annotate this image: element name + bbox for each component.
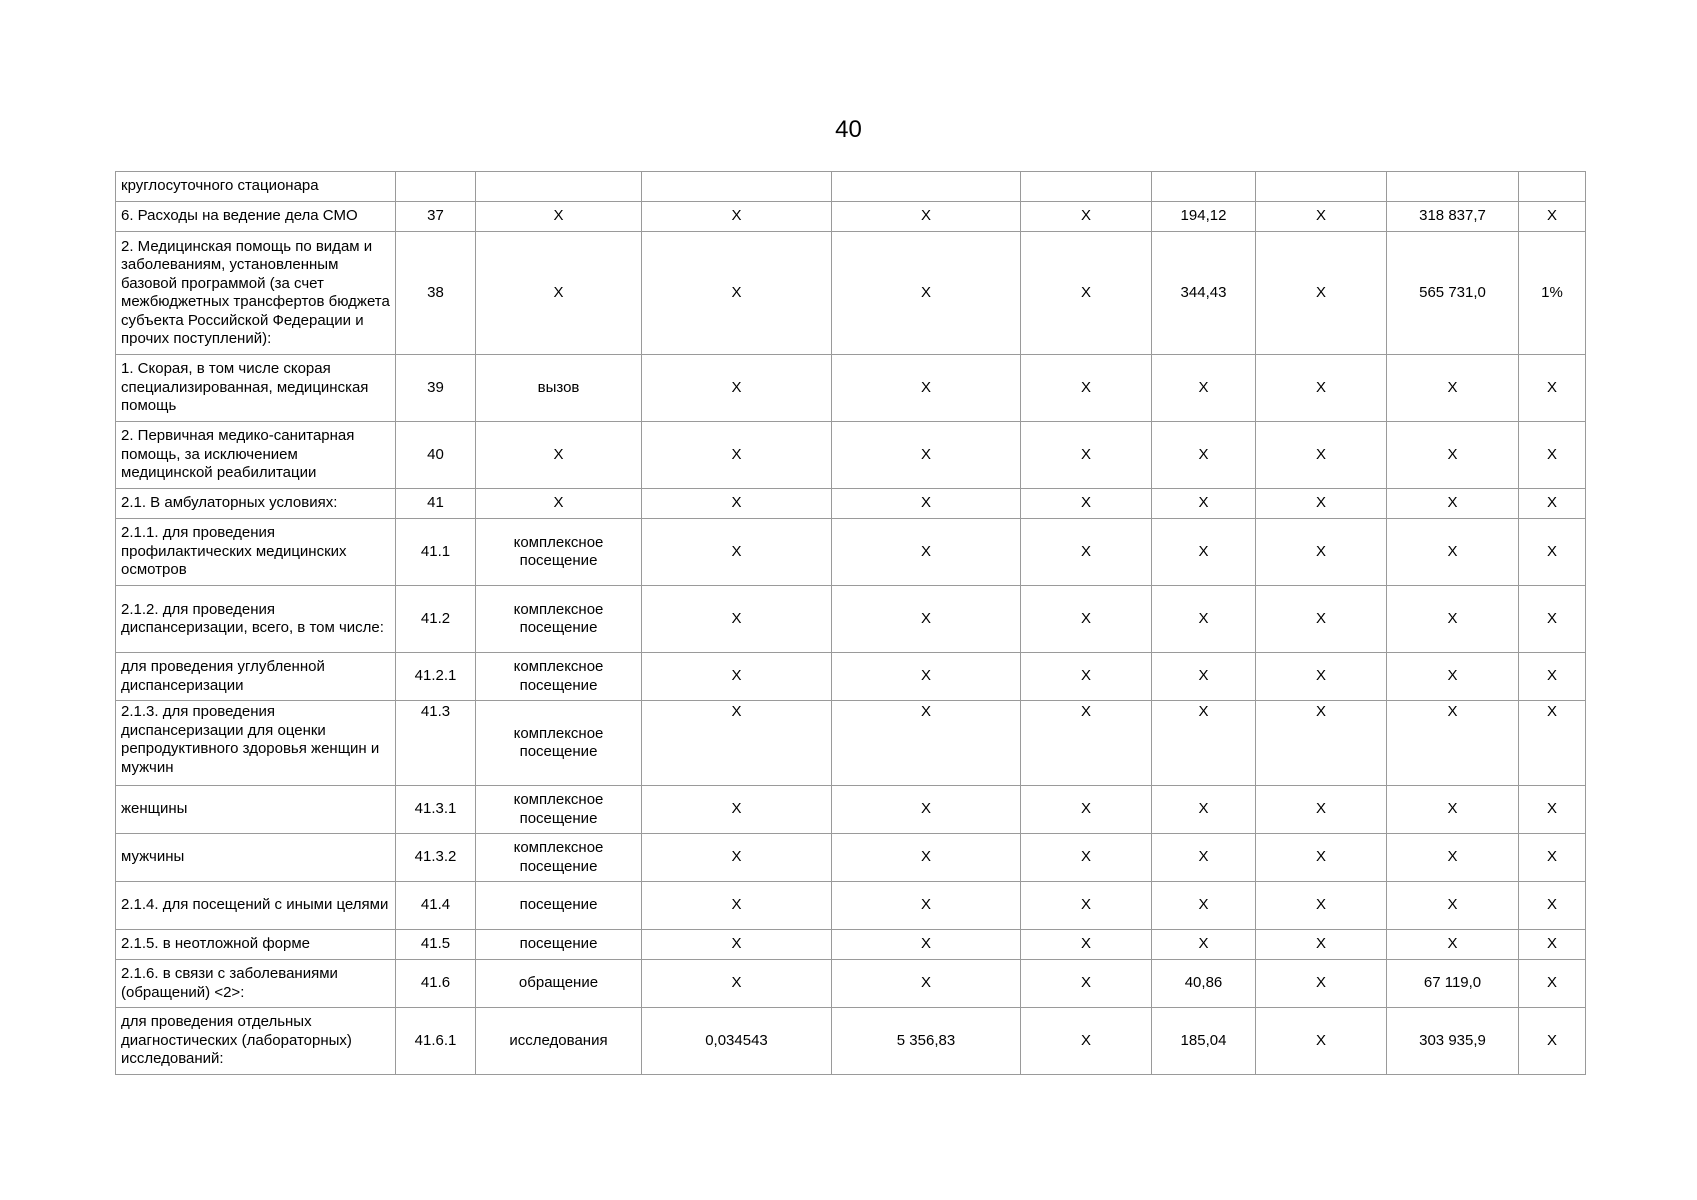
cell-value: X [1387, 882, 1519, 930]
cell-name: 2.1.5. в неотложной форме [116, 930, 396, 960]
cell-value: X [1021, 653, 1152, 701]
cell-unit: обращение [476, 960, 642, 1008]
cell-value: X [1021, 701, 1152, 786]
table-row [116, 882, 1586, 930]
cell-value: X [1021, 422, 1152, 489]
cell-name: круглосуточного стационара [116, 172, 396, 202]
cell-value: X [1256, 786, 1387, 834]
cell-value: X [1519, 786, 1586, 834]
cell-value [1152, 172, 1256, 202]
cell-unit: исследования [476, 1008, 642, 1075]
cell-value: X [1021, 786, 1152, 834]
cell-value: X [832, 586, 1021, 653]
cell-line-number: 41.3.1 [396, 786, 476, 834]
cell-value: X [642, 653, 832, 701]
cell-name: мужчины [116, 834, 396, 882]
cell-value: 0,034543 [642, 1008, 832, 1075]
cell-name: 2.1.6. в связи с заболеваниями (обращений) <2>: [116, 960, 396, 1008]
cell-value: 67 119,0 [1387, 960, 1519, 1008]
table-row [116, 519, 1586, 586]
table-row [116, 960, 1586, 1008]
cell-value: X [1387, 930, 1519, 960]
table-row [116, 355, 1586, 422]
cell-name: 2. Первичная медико-санитарная помощь, за исключением медицинской реабилитации [116, 422, 396, 489]
cell-name: 2. Медицинская помощь по видам и заболеваниям, установленным базовой программой (за счет межбюджетных трансфертов бюджета субъекта Российской Федерации и прочих поступлений): [116, 232, 396, 355]
cell-value: X [1021, 586, 1152, 653]
cell-value: X [1021, 834, 1152, 882]
cell-value: X [1152, 586, 1256, 653]
cell-value: X [642, 882, 832, 930]
table-row [116, 653, 1586, 701]
cell-value: X [1387, 786, 1519, 834]
cell-value: X [832, 489, 1021, 519]
cell-value: X [642, 519, 832, 586]
cell-value [1256, 172, 1387, 202]
table-row [116, 422, 1586, 489]
cell-value: X [1256, 882, 1387, 930]
cell-unit: X [476, 422, 642, 489]
cell-value: X [642, 232, 832, 355]
cell-value: X [832, 701, 1021, 786]
page-number: 40 [835, 116, 862, 143]
cell-value: X [642, 834, 832, 882]
cell-value: X [1387, 422, 1519, 489]
cell-value: X [1387, 489, 1519, 519]
cell-value: 40,86 [1152, 960, 1256, 1008]
cell-value: X [1021, 882, 1152, 930]
cell-value: X [832, 519, 1021, 586]
cell-value: X [1519, 489, 1586, 519]
cell-value [642, 172, 832, 202]
cell-value: X [1152, 653, 1256, 701]
cell-unit: вызов [476, 355, 642, 422]
cell-line-number: 41 [396, 489, 476, 519]
cell-value: X [1387, 519, 1519, 586]
cell-value [1519, 172, 1586, 202]
table-row [116, 202, 1586, 232]
cell-value: X [1519, 422, 1586, 489]
cell-value: X [1519, 586, 1586, 653]
cell-value: X [832, 422, 1021, 489]
cell-unit: X [476, 202, 642, 232]
cell-unit: комплексное посещение [476, 586, 642, 653]
cell-value: X [642, 202, 832, 232]
table-row [116, 701, 1586, 786]
cell-value: X [642, 422, 832, 489]
cell-value: X [1387, 355, 1519, 422]
cell-line-number [396, 172, 476, 202]
cell-value: X [832, 653, 1021, 701]
cell-value: X [642, 960, 832, 1008]
cell-value: X [1256, 519, 1387, 586]
cell-line-number: 41.3 [396, 701, 476, 786]
cell-line-number: 41.2 [396, 586, 476, 653]
cell-unit: комплексное посещение [476, 786, 642, 834]
cell-line-number: 41.6.1 [396, 1008, 476, 1075]
cell-value: 565 731,0 [1387, 232, 1519, 355]
cell-value: 344,43 [1152, 232, 1256, 355]
cell-name: 2.1. В амбулаторных условиях: [116, 489, 396, 519]
cell-value: X [642, 786, 832, 834]
cell-value: X [1387, 586, 1519, 653]
cell-value: X [1256, 834, 1387, 882]
cell-value: X [642, 701, 832, 786]
cell-line-number: 39 [396, 355, 476, 422]
cell-line-number: 41.2.1 [396, 653, 476, 701]
cell-value: X [1152, 422, 1256, 489]
cell-value: X [642, 355, 832, 422]
cell-value: X [1152, 930, 1256, 960]
cell-value: X [1256, 960, 1387, 1008]
cell-name: для проведения углубленной диспансеризации [116, 653, 396, 701]
cell-value: X [1152, 355, 1256, 422]
cell-value: X [1519, 202, 1586, 232]
cell-unit: комплексное посещение [476, 519, 642, 586]
cell-value: X [1256, 232, 1387, 355]
cell-value: X [832, 202, 1021, 232]
cell-value: X [1256, 701, 1387, 786]
table-row [116, 172, 1586, 202]
table-row [116, 786, 1586, 834]
cell-value: X [1021, 519, 1152, 586]
cell-value: X [1256, 586, 1387, 653]
cell-name: 2.1.1. для проведения профилактических медицинских осмотров [116, 519, 396, 586]
cell-value: X [832, 355, 1021, 422]
cell-unit: X [476, 489, 642, 519]
table-row [116, 930, 1586, 960]
cell-value: X [832, 960, 1021, 1008]
cell-value: X [832, 930, 1021, 960]
cell-value: X [1519, 701, 1586, 786]
cell-value: X [1152, 519, 1256, 586]
cell-value [832, 172, 1021, 202]
cell-value: X [1256, 930, 1387, 960]
cell-name: для проведения отдельных диагностических (лабораторных) исследований: [116, 1008, 396, 1075]
table-row [116, 1008, 1586, 1075]
cell-value: X [1519, 519, 1586, 586]
cell-value: X [1021, 1008, 1152, 1075]
cell-value: 185,04 [1152, 1008, 1256, 1075]
cell-value: X [1519, 1008, 1586, 1075]
cell-unit: X [476, 232, 642, 355]
cell-unit: комплексное посещение [476, 834, 642, 882]
financing-table [115, 171, 1586, 1075]
cell-unit: посещение [476, 930, 642, 960]
cell-value: X [1519, 882, 1586, 930]
cell-value: X [1387, 701, 1519, 786]
cell-value: X [1021, 960, 1152, 1008]
cell-value [1387, 172, 1519, 202]
cell-line-number: 38 [396, 232, 476, 355]
cell-value: X [1387, 834, 1519, 882]
cell-value: 318 837,7 [1387, 202, 1519, 232]
cell-line-number: 41.4 [396, 882, 476, 930]
cell-name: 2.1.2. для проведения диспансеризации, всего, в том числе: [116, 586, 396, 653]
table-row [116, 232, 1586, 355]
cell-value: X [1021, 202, 1152, 232]
cell-unit: комплексное посещение [476, 701, 642, 786]
cell-line-number: 41.3.2 [396, 834, 476, 882]
cell-value: X [642, 930, 832, 960]
cell-value: X [1152, 786, 1256, 834]
cell-value: X [642, 586, 832, 653]
cell-line-number: 41.1 [396, 519, 476, 586]
cell-value: X [832, 786, 1021, 834]
cell-unit [476, 172, 642, 202]
table-row [116, 489, 1586, 519]
cell-value: X [1256, 355, 1387, 422]
cell-value: X [832, 232, 1021, 355]
cell-value: X [1519, 960, 1586, 1008]
cell-name: 2.1.4. для посещений с иными целями [116, 882, 396, 930]
cell-value: X [1152, 834, 1256, 882]
cell-value: X [1152, 489, 1256, 519]
cell-value: X [1256, 422, 1387, 489]
cell-value: 194,12 [1152, 202, 1256, 232]
cell-value: X [1152, 701, 1256, 786]
cell-value: X [1519, 653, 1586, 701]
cell-unit: комплексное посещение [476, 653, 642, 701]
cell-value: X [1021, 355, 1152, 422]
cell-name: 1. Скорая, в том числе скорая специализированная, медицинская помощь [116, 355, 396, 422]
table-row [116, 834, 1586, 882]
cell-line-number: 40 [396, 422, 476, 489]
cell-value: X [1519, 834, 1586, 882]
cell-value [1021, 172, 1152, 202]
cell-line-number: 41.5 [396, 930, 476, 960]
cell-line-number: 37 [396, 202, 476, 232]
cell-value: X [832, 882, 1021, 930]
cell-unit: посещение [476, 882, 642, 930]
cell-value: X [1519, 930, 1586, 960]
cell-value: X [1256, 653, 1387, 701]
cell-name: 6. Расходы на ведение дела СМО [116, 202, 396, 232]
cell-value: X [1256, 202, 1387, 232]
cell-value: 1% [1519, 232, 1586, 355]
cell-value: X [1021, 930, 1152, 960]
cell-value: X [1021, 232, 1152, 355]
cell-value: 5 356,83 [832, 1008, 1021, 1075]
cell-value: X [1256, 1008, 1387, 1075]
cell-value: X [1519, 355, 1586, 422]
cell-name: 2.1.3. для проведения диспансеризации для оценки репродуктивного здоровья женщин и мужчин [116, 701, 396, 786]
cell-value: X [1021, 489, 1152, 519]
cell-value: X [832, 834, 1021, 882]
cell-name: женщины [116, 786, 396, 834]
cell-value: X [642, 489, 832, 519]
cell-value: 303 935,9 [1387, 1008, 1519, 1075]
cell-line-number: 41.6 [396, 960, 476, 1008]
table-row [116, 586, 1586, 653]
cell-value: X [1256, 489, 1387, 519]
cell-value: X [1152, 882, 1256, 930]
cell-value: X [1387, 653, 1519, 701]
